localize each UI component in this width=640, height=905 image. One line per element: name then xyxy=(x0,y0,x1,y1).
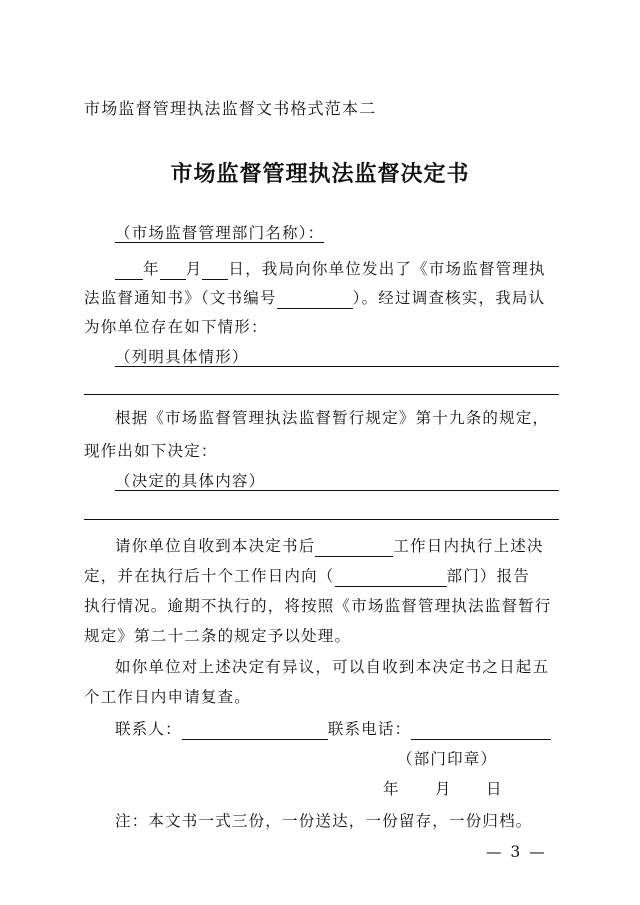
decision-line-2[interactable] xyxy=(84,519,559,520)
situation-line-2[interactable] xyxy=(84,394,559,395)
para3-line2-b: 部门）报告 xyxy=(446,567,531,585)
contact-person-label: 联系人： xyxy=(115,720,182,738)
department-blank[interactable] xyxy=(335,570,447,587)
situation-line-1[interactable] xyxy=(115,366,559,367)
para1-line3: 为你单位存在如下情形： xyxy=(84,318,268,336)
document-title: 市场监督管理执法监督决定书 xyxy=(170,162,470,187)
addressee-line xyxy=(115,222,324,244)
situation-placeholder: （列明具体情形） xyxy=(115,348,249,366)
para3-line3: 执行情况。逾期不执行的，将按照《市场监督管理执法监督暂行 xyxy=(84,597,552,615)
addressee-text: （市场监督管理部门名称）： xyxy=(115,224,325,242)
contact-person-blank[interactable] xyxy=(182,723,328,740)
para3-line1 xyxy=(115,535,544,557)
day-blank[interactable] xyxy=(202,263,228,280)
date-month: 月 xyxy=(435,780,452,798)
footnote: 注：本文书一式三份，一份送达，一份留存，一份归档。 xyxy=(115,812,533,830)
series-label: 市场监督管理执法监督文书格式范本二 xyxy=(84,99,377,118)
para4-line1: 如你单位对上述决定有异议，可以自收到本决定书之日起五 xyxy=(115,658,550,676)
year-label: 年 xyxy=(143,260,160,278)
year-blank[interactable] xyxy=(115,263,143,280)
para1-line1 xyxy=(115,258,546,280)
para3-line1-b: 工作日内执行上述决 xyxy=(393,537,544,555)
page-number: — 3 — xyxy=(486,843,547,861)
doc-number-blank[interactable] xyxy=(277,292,353,309)
para3-line4: 规定》第二十二条的规定予以处理。 xyxy=(84,627,352,645)
workdays-blank[interactable] xyxy=(315,540,393,557)
para1-line2-b: ）。经过调查核实，我局认 xyxy=(352,289,546,307)
para2-line1: 根据《市场监督管理执法监督暂行规定》第十九条的规定， xyxy=(115,409,550,427)
date-day: 日 xyxy=(486,780,503,798)
para1-line2 xyxy=(84,287,545,309)
para3-line2 xyxy=(84,565,530,587)
contact-phone-label: 联系电话： xyxy=(327,720,412,738)
para4-line2: 个工作日内申请复查。 xyxy=(84,688,252,706)
decision-line-1[interactable] xyxy=(115,490,559,491)
month-label: 月 xyxy=(185,260,203,278)
date-year: 年 xyxy=(383,780,400,798)
month-blank[interactable] xyxy=(160,263,186,280)
para2-line2: 现作出如下决定： xyxy=(84,442,218,460)
department-seal: （部门印章） xyxy=(397,750,498,768)
decision-placeholder: （决定的具体内容） xyxy=(115,472,266,490)
para3-line2-a: 定，并在执行后十个工作日内向（ xyxy=(84,567,335,585)
contact-line xyxy=(115,718,551,740)
para1-line2-a: 法监督通知书》（文书编号 xyxy=(84,289,277,307)
contact-phone-blank[interactable] xyxy=(411,723,551,740)
para3-line1-a: 请你单位自收到本决定书后 xyxy=(115,537,316,555)
para1-line1-text: 日，我局向你单位发出了《市场监督管理执 xyxy=(228,260,546,278)
